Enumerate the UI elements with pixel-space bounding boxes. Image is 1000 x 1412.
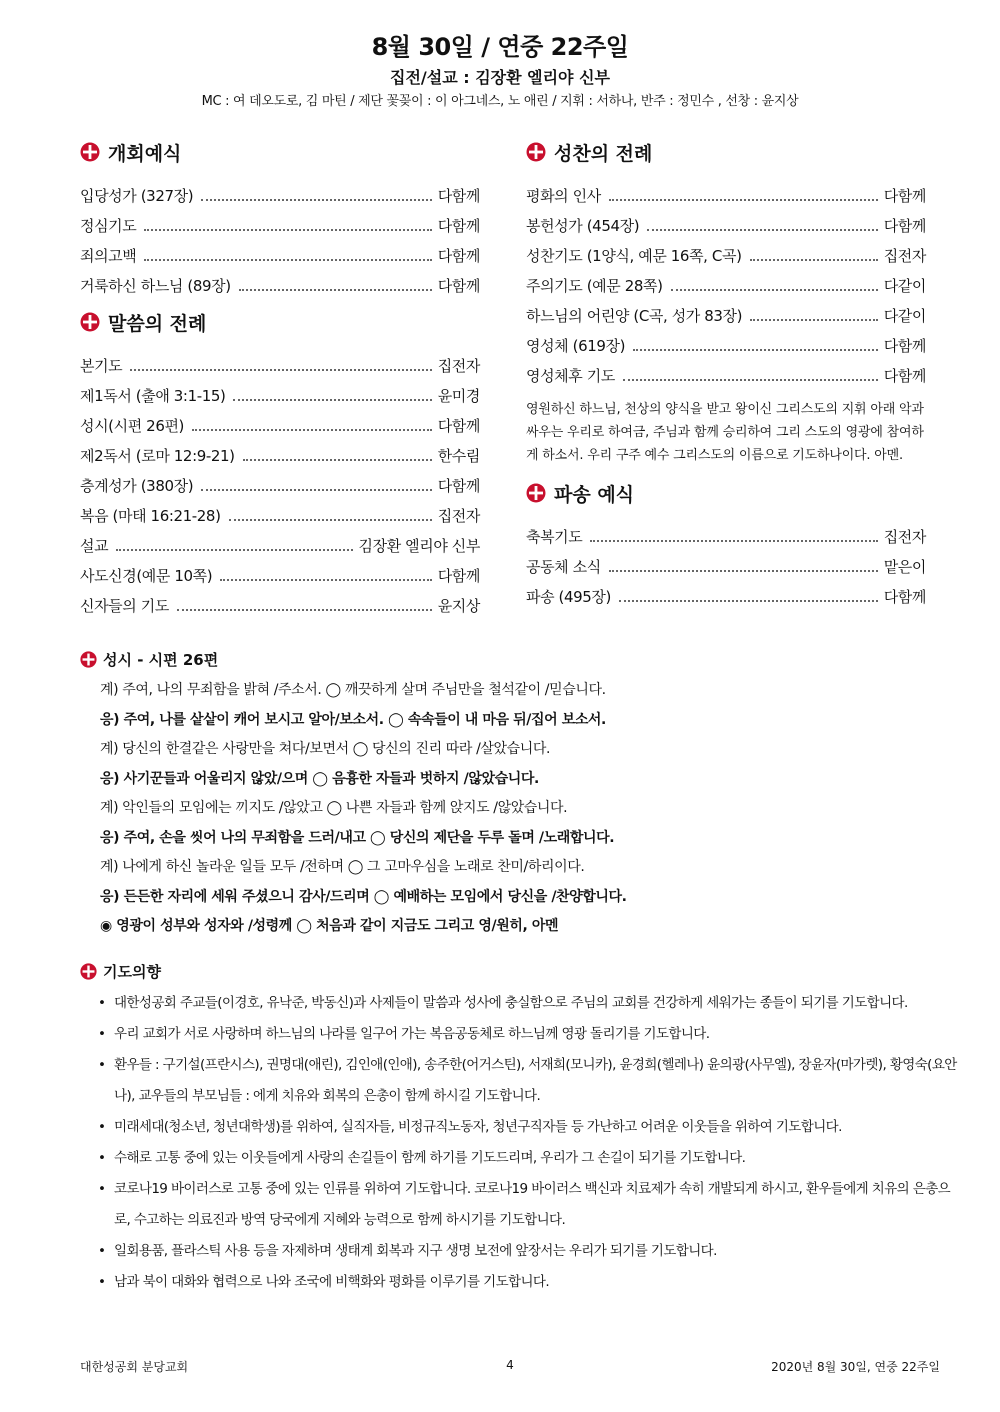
leader-dots [239, 289, 432, 291]
section-title [526, 136, 926, 168]
order-item-leader: 다함께 [437, 567, 480, 585]
psalm-title-text: 성시 - 시편 26편 [103, 650, 219, 669]
intentions-title-text: 기도의향 [103, 962, 161, 981]
order-item-label: 정심기도 [80, 217, 137, 235]
leader-dots [633, 349, 878, 351]
order-item-leader: 집전자 [437, 357, 480, 375]
psalm-title [80, 646, 940, 672]
celebrant-line: 집전/설교 : 김장환 엘리야 신부 [390, 68, 610, 87]
order-item [80, 346, 480, 376]
psalm-section [80, 646, 940, 942]
order-item-leader: 다함께 [883, 588, 926, 606]
order-item-leader: 집전자 [883, 247, 926, 265]
bullet: • [98, 1119, 106, 1135]
order-item-leader: 다함께 [883, 187, 926, 205]
intention-item [80, 988, 960, 1019]
bullet: • [98, 1274, 106, 1290]
order-item-label: 본기도 [80, 357, 123, 375]
page-number: 4 [506, 1358, 514, 1372]
leader-dots [229, 519, 432, 521]
section-title-text: 개회예식 [108, 142, 182, 165]
intention-text: 수해로 고통 중에 있는 이웃들에게 사랑의 손길들이 함께 하기를 기도드리며, 우리가 그 손길이 되기를 기도합니다. [114, 1150, 746, 1166]
red-cross-icon [526, 142, 546, 162]
leader-dots [144, 229, 431, 231]
order-item [526, 356, 926, 386]
order-item [80, 556, 480, 586]
order-item-leader: 다같이 [883, 307, 926, 325]
order-item-leader: 윤미경 [437, 387, 480, 405]
order-item-leader: 집전자 [437, 507, 480, 525]
intention-item [80, 1174, 960, 1236]
intention-text: 코로나19 바이러스로 고통 중에 있는 인류를 위하여 기도합니다. 코로나19 바이러스 백신과 치료제가 속히 개발되게 하시고, 환우들에게 치유의 은총으로, 수고하는 의료진과 방역 당국에게 지혜와 능력으로 함께 하시기를 기도합니다. [114, 1181, 951, 1228]
order-item-label: 사도신경(예문 10쪽) [80, 567, 213, 585]
section-eucharist [526, 136, 926, 467]
leader-dots [192, 429, 432, 431]
psalm-verse: 계) 악인들의 모임에는 끼지도 /않았고 ◯ 나쁜 자들과 함께 앉지도 /않았습니다. [100, 800, 568, 816]
order-item [80, 206, 480, 236]
bullet: • [98, 1181, 106, 1197]
intention-text: 남과 북이 대화와 협력으로 나와 조국에 비핵화와 평화를 이루기를 기도합니다. [114, 1274, 550, 1290]
page-footer [80, 1358, 940, 1375]
red-cross-icon [526, 483, 546, 503]
leader-dots [750, 259, 878, 261]
psalm-verse: 계) 나에게 하신 놀라운 일들 모두 /전하며 ◯ 그 고마우심을 노래로 찬미/하리이다. [100, 859, 585, 875]
footer-church: 대한성공회 분당교회 [80, 1360, 189, 1374]
order-item [526, 326, 926, 356]
order-item [80, 376, 480, 406]
order-item-leader: 한수림 [437, 447, 480, 465]
intention-item [80, 1019, 960, 1050]
intention-item [80, 1112, 960, 1143]
order-item-label: 축복기도 [526, 528, 583, 546]
intention-text: 환우들 : 구기설(프란시스), 권명대(애린), 김인애(인애), 송주한(어거스틴), 서재희(모니카), 윤경희(헬레나) 윤의광(사무엘), 장윤자(마가렛), 황영숙(요안나), 교우들의 부모님들 : 에게 치유와 회복의 은총이 함께 하시길 기도합니다. [114, 1057, 957, 1104]
order-item-label: 주의기도 (예문 28쪽) [526, 277, 663, 295]
intentions-list [80, 988, 960, 1298]
section-title [80, 306, 480, 338]
red-cross-icon [80, 651, 97, 668]
red-cross-icon [80, 312, 100, 332]
leader-dots [144, 259, 431, 261]
order-item [80, 236, 480, 266]
leader-dots [671, 289, 878, 291]
leader-dots [609, 199, 878, 201]
red-cross-icon [80, 142, 100, 162]
intention-item [80, 1050, 960, 1112]
order-item [80, 496, 480, 526]
intentions-title [80, 958, 960, 984]
section-title-text: 성찬의 전례 [554, 142, 653, 165]
order-item [526, 176, 926, 206]
psalm-verse: 계) 주여, 나의 무죄함을 밝혀 /주소서. ◯ 깨끗하게 살며 주님만을 철석같이 /믿습니다. [100, 682, 606, 698]
order-item [526, 236, 926, 266]
leader-dots [750, 319, 878, 321]
section-title-text: 파송 예식 [554, 483, 635, 506]
order-item-leader: 다함께 [437, 187, 480, 205]
order-item-label: 영성체 (619장) [526, 337, 626, 355]
order-item-label: 거룩하신 하느님 (89장) [80, 277, 231, 295]
bullet: • [98, 1243, 106, 1259]
order-item-label: 설교 [80, 537, 109, 555]
psalm-verse: 계) 당신의 한결같은 사랑만을 쳐다/보면서 ◯ 당신의 진리 따라 /살았습니다. [100, 741, 551, 757]
order-item-label: 성찬기도 (1양식, 예문 16쪽, C곡) [526, 247, 742, 265]
order-item-label: 공동체 소식 [526, 558, 601, 576]
leader-dots [201, 199, 432, 201]
order-item-label: 복음 (마태 16:21-28) [80, 507, 221, 525]
order-section [80, 136, 480, 296]
order-item-leader: 김장환 엘리야 신부 [358, 537, 480, 555]
order-item-label: 죄의고백 [80, 247, 137, 265]
order-item [80, 586, 480, 616]
section-dismissal [526, 477, 926, 607]
order-item-leader: 집전자 [883, 528, 926, 546]
psalm-verse: 응) 사기꾼들과 어울리지 않았/으며 ◯ 음흉한 자들과 벗하지 /않았습니다. [100, 770, 539, 787]
section-title [80, 136, 480, 168]
order-item [526, 547, 926, 577]
order-item [80, 406, 480, 436]
intention-text: 미래세대(청소년, 청년대학생)를 위하여, 실직자들, 비정규직노동자, 청년구직자들 등 가난하고 어려운 이웃들을 위하여 기도합니다. [114, 1119, 842, 1135]
section-title-text: 말씀의 전례 [108, 312, 207, 335]
intentions-section [80, 958, 960, 1298]
intention-item [80, 1236, 960, 1267]
order-item [80, 526, 480, 556]
right-column [526, 136, 926, 607]
red-cross-icon [80, 963, 97, 980]
leader-dots [116, 549, 352, 551]
bullet: • [98, 1057, 106, 1073]
order-item [80, 266, 480, 296]
order-item-leader: 다같이 [883, 277, 926, 295]
page-header [0, 30, 1000, 112]
psalm-verse: 응) 주여, 나를 샅샅이 캐어 보시고 알아/보소서. ◯ 속속들이 내 마음 뒤/집어 보소서. [100, 711, 606, 728]
post-communion-prayer: 영원하신 하느님, 천상의 양식을 받고 왕이신 그리스도의 지휘 아래 악과 싸우는 우리로 하여금, 주님과 함께 승리하여 그리 스도의 영광에 참여하게 하소서. 우리 구주 예수 그리스도의 이름으로 기도하나이다. 아멘. [526, 402, 924, 463]
order-item [80, 176, 480, 206]
order-item-leader: 다함께 [883, 337, 926, 355]
order-item-label: 평화의 인사 [526, 187, 601, 205]
order-item-label: 파송 (495장) [526, 588, 611, 606]
intention-text: 대한성공회 주교들(이경호, 유낙준, 박동신)과 사제들이 말씀과 성사에 충실함으로 주님의 교회를 건강하게 세워가는 종들이 되기를 기도합니다. [114, 995, 908, 1011]
order-section [80, 306, 480, 616]
leader-dots [609, 570, 878, 572]
order-item [80, 436, 480, 466]
order-item-label: 영성체후 기도 [526, 367, 615, 385]
intention-text: 우리 교회가 서로 사랑하며 하느님의 나라를 일구어 가는 복음공동체로 하느님께 영광 돌리기를 기도합니다. [114, 1026, 710, 1042]
order-item-leader: 다함께 [437, 477, 480, 495]
order-item-leader: 다함께 [437, 217, 480, 235]
intention-text: 일회용품, 플라스틱 사용 등을 자제하며 생태계 회복과 지구 생명 보전에 앞장서는 우리가 되기를 기도합니다. [114, 1243, 717, 1259]
psalm-verse: 응) 든든한 자리에 세워 주셨으니 감사/드리며 ◯ 예배하는 모임에서 당신을 /찬양합니다. [100, 888, 627, 905]
leader-dots [590, 540, 877, 542]
order-item [526, 577, 926, 607]
order-item [526, 296, 926, 326]
order-item [526, 266, 926, 296]
bullet: • [98, 1150, 106, 1166]
psalm-verse: 응) 주여, 손을 씻어 나의 무죄함을 드러/내고 ◯ 당신의 제단을 두루 돌며 /노래합니다. [100, 829, 615, 846]
section-title [526, 477, 926, 509]
order-item-label: 하느님의 어린양 (C곡, 성가 83장) [526, 307, 743, 325]
order-item-leader: 맡은이 [883, 558, 926, 576]
leader-dots [647, 229, 878, 231]
leader-dots [220, 579, 432, 581]
bullet: • [98, 995, 106, 1011]
leader-dots [233, 399, 431, 401]
order-item-label: 신자들의 기도 [80, 597, 169, 615]
leader-dots [201, 489, 432, 491]
leader-dots [623, 379, 878, 381]
ministers-line: MC : 여 데오도로, 김 마틴 / 제단 꽃꽂이 : 이 아그네스, 노 애린 / 지휘 : 서하나, 반주 : 정민수 , 선창 : 윤지상 [201, 94, 799, 109]
order-item [526, 517, 926, 547]
leader-dots [619, 600, 878, 602]
bullet: • [98, 1026, 106, 1042]
leader-dots [243, 459, 432, 461]
order-item-leader: 다함께 [437, 247, 480, 265]
intention-item [80, 1267, 960, 1298]
order-item [80, 466, 480, 496]
order-item-label: 봉헌성가 (454장) [526, 217, 640, 235]
order-item-label: 제1독서 (출애 3:1-15) [80, 387, 226, 405]
leader-dots [130, 369, 431, 371]
order-item-leader: 다함께 [883, 367, 926, 385]
order-item [526, 206, 926, 236]
order-item-label: 성시(시편 26편) [80, 417, 185, 435]
order-item-leader: 윤지상 [437, 597, 480, 615]
left-column [80, 136, 480, 616]
order-item-leader: 다함께 [883, 217, 926, 235]
order-item-leader: 다함께 [437, 417, 480, 435]
intention-item [80, 1143, 960, 1174]
order-item-leader: 다함께 [437, 277, 480, 295]
order-item-label: 입당성가 (327장) [80, 187, 194, 205]
psalm-verse: ◉ 영광이 성부와 성자와 /성령께 ◯ 처음과 같이 지금도 그리고 영/원히, 아멘 [100, 918, 559, 934]
order-item-label: 층계성가 (380장) [80, 477, 194, 495]
order-item-label: 제2독서 (로마 12:9-21) [80, 447, 235, 465]
page-title: 8월 30일 / 연중 22주일 [371, 33, 629, 61]
footer-date: 2020년 8월 30일, 연중 22주일 [771, 1360, 940, 1374]
leader-dots [177, 609, 432, 611]
